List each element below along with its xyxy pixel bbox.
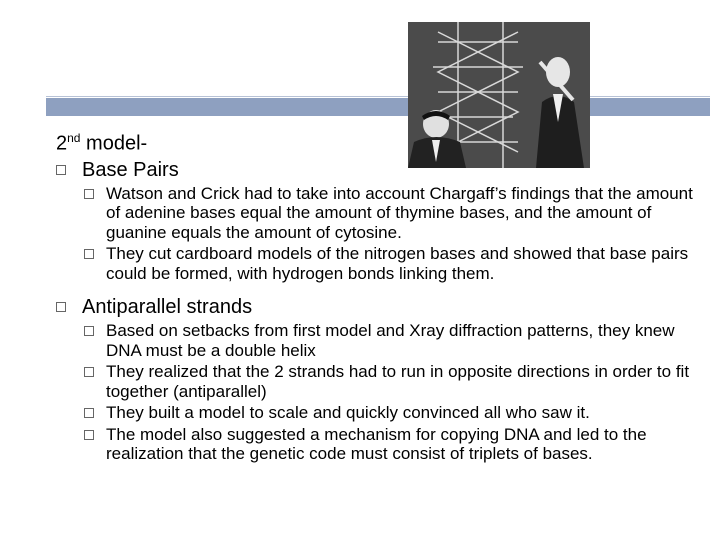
section-heading-antiparallel — [56, 295, 696, 319]
accent-line — [46, 96, 710, 97]
list-item-text: The model also suggested a mechanism for copying DNA and led to the realization that the genetic code must consist of triplets of bases. — [106, 424, 647, 464]
square-bullet-icon — [84, 249, 94, 259]
list-item-text: Based on setbacks from first model and Xray diffraction patterns, they knew DNA must be a double helix — [106, 321, 675, 360]
slide-title — [56, 126, 696, 156]
square-bullet-icon — [56, 165, 66, 175]
list-item — [56, 321, 696, 360]
accent-bar — [46, 98, 710, 116]
square-bullet-icon — [84, 189, 94, 199]
list-item — [56, 184, 696, 243]
section-heading-label: Antiparallel strands — [82, 296, 253, 319]
square-bullet-icon — [84, 367, 94, 377]
title-number: 2 — [56, 132, 68, 155]
square-bullet-icon — [84, 408, 94, 418]
list-item-text: Watson and Crick had to take into account Chargaff’s findings that the amount of adenine bases equal the amount of thymine bases, and the amount of guanine equals the amount of cytosine. — [106, 183, 693, 242]
square-bullet-icon — [56, 302, 66, 312]
slide-content — [56, 126, 696, 464]
title-text: model- — [80, 132, 148, 155]
list-item-text: They built a model to scale and quickly convinced all who saw it. — [106, 403, 590, 423]
list-item-text: They cut cardboard models of the nitrogen bases and showed that base pairs could be formed, with hydrogen bonds linking them. — [106, 244, 689, 283]
section-heading-label: Base Pairs — [82, 158, 179, 181]
list-item-text: They realized that the 2 strands had to run in opposite directions in order to fit together (antiparallel) — [106, 362, 690, 401]
section-heading-base-pairs — [56, 158, 696, 182]
list-item — [56, 403, 696, 423]
list-item — [56, 425, 696, 464]
list-item — [56, 244, 696, 283]
list-item — [56, 362, 696, 401]
title-superscript: nd — [67, 131, 81, 145]
square-bullet-icon — [84, 430, 94, 440]
square-bullet-icon — [84, 326, 94, 336]
